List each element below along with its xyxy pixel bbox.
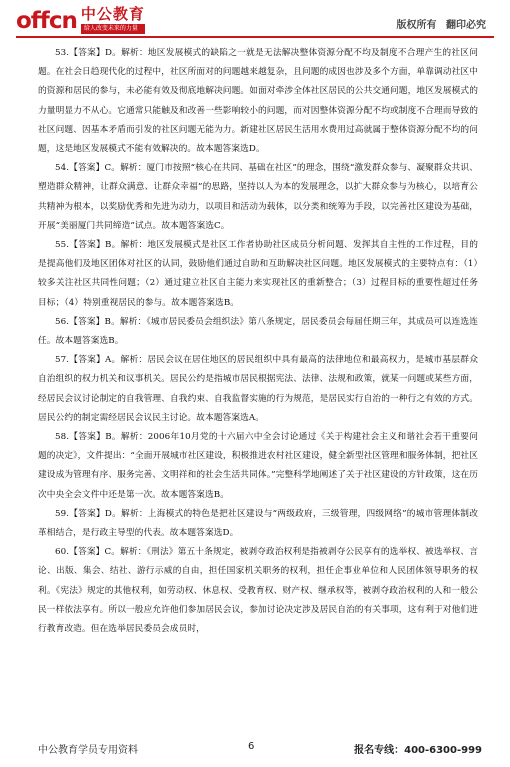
copyright-notice: 版权所有 翻印必究 xyxy=(396,20,486,31)
logo-wordmark: offcn xyxy=(16,8,77,34)
answer-59: 59.【答案】D。解析：上海模式的特色是把社区建设与“两级政府，三级管理，四级网络”的城市管理体制改革相结合，是行政主导型的代表。故本题答案选D。 xyxy=(38,508,478,539)
answer-53: 53.【答案】D。解析：地区发展模式的缺陷之一就是无法解决整体资源分配不均及制度不合理产生的社区问题。在社会日趋现代化的过程中，社区所面对的问题越来越复杂，且问题的成因也涉及多个方面，单靠调动社区中的资源和居民的参与，未必能有效及彻底地解决问题。如面对牵涉全体社区居民的公共交通问题，地区发展模式的力量明显力不从心。它通常只能触及和改善一些影响较小的问题，而对因整体资源分配不均或制度不合理而导致的社区问题、因基本矛盾而引发的社区问题无能为力。新建社区居民生活用水费用过高就属于整体资源分配不均的问题，这是地区发展模式不能有效解决的。故本题答案选D。 xyxy=(38,48,478,155)
answer-57: 57.【答案】A。解析：居民会议在居住地区的居民组织中具有最高的法律地位和最高权力，是城市基层群众自治组织的权力机关和议事机关。居民公约是指城市居民根据宪法、法律、法规和政策，就某一问题或某些方面，经居民会议讨论制定的自我管理、自我约束、自我监督实施的行为规范，是居民实行自治的一种行之有效的方式。居民公约的制定需经居民会议民主讨论。故本题答案选A。 xyxy=(38,355,478,423)
answer-56: 56.【答案】B。解析：《城市居民委员会组织法》第八条规定，居民委员会每届任期三年，其成员可以连选连任。故本题答案选B。 xyxy=(38,316,478,347)
answer-60: 60.【答案】C。解析：《刑法》第五十条规定，被剥夺政治权利是指被剥夺公民享有的选举权、被选举权、言论、出版、集会、结社、游行示威的自由，担任国家机关职务的权利，担任企事业单位和人民团体领导职务的权利。《宪法》规定的其他权利，如劳动权、休息权、受教育权、财产权、继承权等，被剥夺政治权利的人和一般公民一样依法享有。所以一般应允许他们参加居民会议，参加讨论决定涉及居民自治的有关事项，这有利于对他们进行教育改造。但在选举居民委员会成员时， xyxy=(38,547,478,635)
footer-hotline: 报名专线：400-6300-999 xyxy=(354,745,482,756)
footer-material-note: 中公教育学员专用资料 xyxy=(38,745,138,756)
answer-content xyxy=(38,44,478,639)
page-footer xyxy=(0,736,510,760)
logo-slogan: 给人改变未来的力量 xyxy=(81,24,145,34)
offcn-logo xyxy=(16,6,145,34)
answer-58: 58.【答案】B。解析：2006年10月党的十六届六中全会讨论通过《关于构建社会主义和谐社会若干重要问题的决定》，文件提出：“全面开展城市社区建设，积极推进农村社区建设，健全新型社区管理和服务体制，把社区建设成为管理有序、服务完善、文明祥和的社会生活共同体。”完整科学地阐述了关于社区建设的方针政策，这在历次中央全会文件中还是第一次。故本题答案选B。 xyxy=(38,432,478,500)
logo-chinese-name: 中公教育 xyxy=(80,5,145,23)
answer-55: 55.【答案】B。解析：地区发展模式是社区工作者协助社区成员分析问题、发挥其自主性的工作过程，目的是提高他们及地区团体对社区的认同，鼓励他们通过自助和互助解决社区问题。地区发展模式的主要特点有：（1）较多关注社区共同性问题；（2）通过建立社区自主能力来实现社区的重新整合；（3）过程目标的重要性超过任务目标；（4）特别重视居民的参与。故本题答案选B。 xyxy=(38,240,478,308)
page-header xyxy=(0,0,510,44)
page-number: 6 xyxy=(248,741,255,752)
header-divider xyxy=(16,36,494,38)
answer-54: 54.【答案】C。解析：厦门市按照“核心在共同、基础在社区”的理念，围绕“激发群众参与、凝聚群众共识、塑造群众精神，让群众满意、让群众幸福”的思路，坚持以人为本的发展理念，以扩大群众参与为核心，以培育公共精神为根本，以奖励优秀和先进为动力，以项目和活动为载体，以分类和统筹为手段，以完善社区建设为基础，开展“美丽厦门共同缔造”试点。故本题答案选C。 xyxy=(38,163,478,231)
